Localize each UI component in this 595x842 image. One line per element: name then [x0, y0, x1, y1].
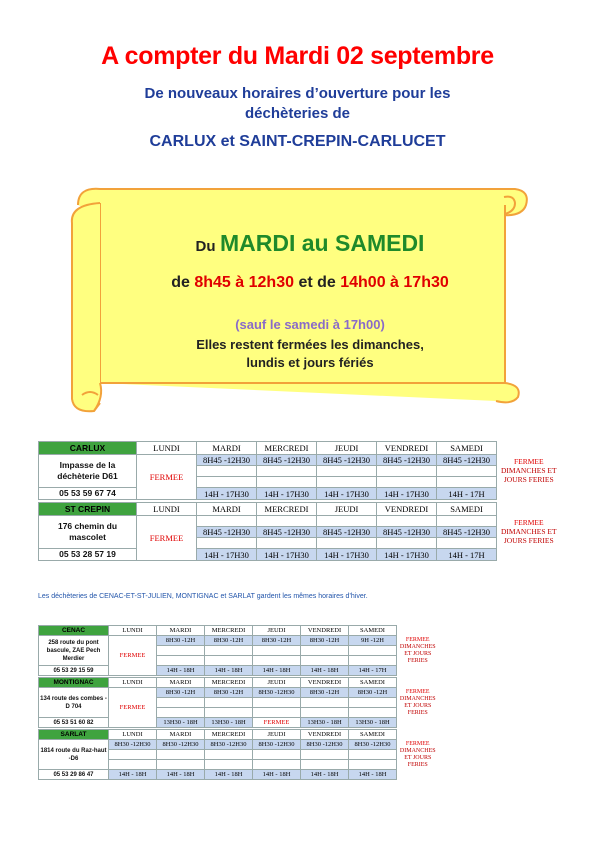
- time-cell: 14H - 17H: [437, 549, 497, 561]
- time-cell: 8H45 -12H30: [437, 455, 497, 466]
- closed-note-line-1: FERMEE: [405, 688, 430, 695]
- intro-text: [0, 84, 595, 124]
- closed-days-note: [497, 442, 561, 500]
- empty-cell: [197, 538, 257, 549]
- day-header: JEUDI: [253, 678, 301, 688]
- time-cell: 14H - 17H: [349, 666, 397, 676]
- day-header: MERCREDI: [205, 626, 253, 636]
- time-cell: 8H45 -12H30: [437, 527, 497, 538]
- day-header: SAMEDI: [349, 678, 397, 688]
- time-cell: 8H45 -12H30: [197, 455, 257, 466]
- time-cell: 14H - 18H: [301, 770, 349, 780]
- closed-days-note: [497, 503, 561, 561]
- closed-note-line-1: FERMEE: [513, 518, 544, 527]
- empty-cell: [377, 477, 437, 488]
- time-cell: 14H - 18H: [109, 770, 157, 780]
- stcrepin-name: ST CREPIN: [39, 503, 137, 516]
- time-cell: 14H - 18H: [253, 770, 301, 780]
- closed-note-line-2: DIMANCHES ET JOURS FERIES: [399, 695, 436, 716]
- day-header: MERCREDI: [205, 678, 253, 688]
- empty-cell: [253, 750, 301, 760]
- cenac-phone: 05 53 29 15 59: [39, 666, 109, 676]
- time-cell: 14H - 18H: [301, 666, 349, 676]
- empty-cell: [301, 646, 349, 656]
- empty-cell: [301, 656, 349, 666]
- montignac-name: MONTIGNAC: [39, 678, 109, 688]
- empty-cell: [437, 466, 497, 477]
- day-header: LUNDI: [109, 730, 157, 740]
- time-cell: 8H30 -12H: [349, 688, 397, 698]
- empty-cell: [317, 538, 377, 549]
- empty-cell: [257, 477, 317, 488]
- day-header: JEUDI: [253, 730, 301, 740]
- time-cell: 8H45 -12H30: [377, 527, 437, 538]
- time-cell: 8H45 -12H30: [317, 455, 377, 466]
- montignac-address: 134 route des combes - D 704: [39, 688, 109, 718]
- cenac-address: 258 route du pont bascule, ZAE Pech Merdier: [39, 636, 109, 666]
- day-header: LUNDI: [109, 678, 157, 688]
- time-cell: 9H -12H: [349, 636, 397, 646]
- closed-note-line-2: DIMANCHES ET JOURS FERIES: [399, 747, 436, 768]
- cenac-name: CENAC: [39, 626, 109, 636]
- time-cell: 8H30 -12H: [205, 636, 253, 646]
- empty-cell: [253, 760, 301, 770]
- montignac-phone: 05 53 51 60 82: [39, 718, 109, 728]
- day-header: MARDI: [197, 442, 257, 455]
- empty-cell: [437, 477, 497, 488]
- time-cell: 13H30 - 18H: [205, 718, 253, 728]
- empty-cell: [157, 646, 205, 656]
- day-header: MARDI: [157, 730, 205, 740]
- empty-cell: [205, 760, 253, 770]
- day-header: VENDREDI: [301, 730, 349, 740]
- cenac-monday: FERMEE: [109, 636, 157, 676]
- empty-cell: [317, 477, 377, 488]
- day-header: MERCREDI: [257, 442, 317, 455]
- montignac-schedule-table: [38, 677, 439, 728]
- sarlat-schedule-table: [38, 729, 439, 780]
- carlux-name: CARLUX: [39, 442, 137, 455]
- time-cell: 13H30 - 18H: [301, 718, 349, 728]
- closed-note-line-2: DIMANCHES ET JOURS FERIES: [399, 643, 436, 664]
- empty-cell: [349, 708, 397, 718]
- time-cell: 8H45 -12H30: [377, 455, 437, 466]
- intro-line-2: déchèteries de: [244, 105, 351, 122]
- time-cell: 14H - 17H30: [377, 549, 437, 561]
- time-cell: 14H - 17H30: [257, 549, 317, 561]
- time-cell: 8H30 -12H30: [349, 740, 397, 750]
- empty-cell: [257, 516, 317, 527]
- time-cell: 14H - 17H30: [257, 488, 317, 500]
- empty-cell: [349, 646, 397, 656]
- time-cell: 8H45 -12H30: [257, 455, 317, 466]
- intro-line-3: CARLUX et SAINT-CREPIN-CARLUCET: [149, 133, 446, 150]
- empty-cell: [301, 760, 349, 770]
- day-header: LUNDI: [137, 442, 197, 455]
- time-cell: 8H45 -12H30: [197, 527, 257, 538]
- time-cell: 14H - 18H: [253, 666, 301, 676]
- empty-cell: [205, 656, 253, 666]
- time-cell: 8H30 -12H: [301, 636, 349, 646]
- empty-cell: [253, 656, 301, 666]
- time-cell: 8H30 -12H: [253, 636, 301, 646]
- closed-days-note: [397, 730, 439, 780]
- time-cell: 14H - 17H30: [317, 549, 377, 561]
- scroll-de: de: [171, 274, 190, 291]
- day-header: VENDREDI: [377, 442, 437, 455]
- day-header: SAMEDI: [349, 730, 397, 740]
- empty-cell: [157, 656, 205, 666]
- scroll-afternoon: 14h00 à 17h30: [340, 274, 449, 291]
- empty-cell: [205, 708, 253, 718]
- time-cell: 14H - 17H30: [377, 488, 437, 500]
- time-cell: 14H - 17H30: [317, 488, 377, 500]
- empty-cell: [205, 698, 253, 708]
- day-header: MARDI: [157, 626, 205, 636]
- time-cell-closed: FERMEE: [253, 718, 301, 728]
- time-cell: 8H30 -12H30: [205, 740, 253, 750]
- day-header: SAMEDI: [349, 626, 397, 636]
- time-cell: 14H - 18H: [157, 770, 205, 780]
- day-header: JEUDI: [317, 442, 377, 455]
- day-header: SAMEDI: [437, 503, 497, 516]
- time-cell: 14H - 17H30: [197, 488, 257, 500]
- empty-cell: [253, 646, 301, 656]
- empty-cell: [197, 466, 257, 477]
- day-header: LUNDI: [137, 503, 197, 516]
- day-header: MERCREDI: [257, 503, 317, 516]
- time-cell: 8H45 -12H30: [257, 527, 317, 538]
- day-header: MARDI: [197, 503, 257, 516]
- montignac-monday: FERMEE: [109, 688, 157, 728]
- scroll-morning: 8h45 à 12h30: [194, 274, 294, 291]
- day-header: VENDREDI: [301, 626, 349, 636]
- day-header: LUNDI: [109, 626, 157, 636]
- stcrepin-address: 176 chemin du mascolet: [39, 516, 137, 549]
- scroll-et-de: et de: [298, 274, 336, 291]
- scroll-du: Du: [195, 238, 216, 255]
- time-cell: 8H30 -12H: [301, 688, 349, 698]
- time-cell: 8H30 -12H30: [253, 688, 301, 698]
- empty-cell: [197, 516, 257, 527]
- carlux-monday: FERMEE: [137, 455, 197, 500]
- empty-cell: [349, 750, 397, 760]
- empty-cell: [317, 516, 377, 527]
- scroll-closed-line-1: Elles restent fermées les dimanches,: [196, 337, 424, 352]
- empty-cell: [157, 750, 205, 760]
- scroll-closed-line-2: lundis et jours fériés: [246, 355, 374, 370]
- time-cell: 14H - 18H: [205, 666, 253, 676]
- time-cell: 8H30 -12H30: [253, 740, 301, 750]
- empty-cell: [349, 760, 397, 770]
- time-cell: 8H30 -12H: [157, 688, 205, 698]
- day-header: SAMEDI: [437, 442, 497, 455]
- empty-cell: [109, 750, 157, 760]
- carlux-phone: 05 53 59 67 74: [39, 488, 137, 500]
- closed-note-line-1: FERMEE: [513, 457, 544, 466]
- day-header: MARDI: [157, 678, 205, 688]
- time-cell: 13H30 - 18H: [349, 718, 397, 728]
- time-cell: 14H - 17H30: [197, 549, 257, 561]
- empty-cell: [437, 538, 497, 549]
- empty-cell: [109, 760, 157, 770]
- stcrepin-monday: FERMEE: [137, 516, 197, 561]
- sarlat-phone: 05 53 29 86 47: [39, 770, 109, 780]
- time-cell: 8H30 -12H30: [157, 740, 205, 750]
- empty-cell: [157, 708, 205, 718]
- cenac-schedule-table: [38, 625, 439, 676]
- day-header: VENDREDI: [301, 678, 349, 688]
- empty-cell: [157, 698, 205, 708]
- scroll-hours: [100, 274, 520, 292]
- empty-cell: [349, 656, 397, 666]
- scroll-days: MARDI au SAMEDI: [220, 230, 425, 256]
- carlux-schedule-table: [38, 441, 561, 500]
- time-cell: 8H30 -12H: [157, 636, 205, 646]
- sarlat-address: 1814 route du Raz-haut -D6: [39, 740, 109, 770]
- empty-cell: [205, 750, 253, 760]
- carlux-address: Impasse de la déchèterie D61: [39, 455, 137, 488]
- closed-note-line-1: FERMEE: [405, 636, 430, 643]
- scroll-title: [100, 230, 520, 257]
- empty-cell: [157, 760, 205, 770]
- time-cell: 14H - 18H: [157, 666, 205, 676]
- empty-cell: [205, 646, 253, 656]
- stcrepin-schedule-table: [38, 502, 561, 561]
- day-header: MERCREDI: [205, 730, 253, 740]
- closed-days-note: [397, 626, 439, 676]
- time-cell: 8H45 -12H30: [317, 527, 377, 538]
- empty-cell: [257, 466, 317, 477]
- closed-note-line-1: FERMEE: [405, 740, 430, 747]
- day-header: VENDREDI: [377, 503, 437, 516]
- scroll-saturday-note: (sauf le samedi à 17h00): [235, 317, 385, 332]
- empty-cell: [197, 477, 257, 488]
- empty-cell: [437, 516, 497, 527]
- sarlat-name: SARLAT: [39, 730, 109, 740]
- time-cell: 8H30 -12H: [205, 688, 253, 698]
- time-cell: 8H30 -12H30: [109, 740, 157, 750]
- empty-cell: [377, 466, 437, 477]
- empty-cell: [253, 708, 301, 718]
- winter-hours-note: Les déchèteries de CENAC-ET-ST-JULIEN, MONTIGNAC et SARLAT gardent les mêmes horaires d’hiver.: [38, 593, 368, 600]
- intro-line-1: De nouveaux horaires d’ouverture pour les: [144, 85, 451, 102]
- closed-note-line-2: DIMANCHES ET JOURS FERIES: [500, 527, 557, 545]
- time-cell: 14H - 18H: [349, 770, 397, 780]
- time-cell: 14H - 17H: [437, 488, 497, 500]
- empty-cell: [253, 698, 301, 708]
- empty-cell: [301, 708, 349, 718]
- scroll-closed-note: [100, 336, 520, 372]
- time-cell: 14H - 18H: [205, 770, 253, 780]
- stcrepin-phone: 05 53 28 57 19: [39, 549, 137, 561]
- scroll-banner: [60, 183, 530, 418]
- empty-cell: [377, 516, 437, 527]
- headline: A compter du Mardi 02 septembre: [101, 42, 494, 70]
- closed-days-note: [397, 678, 439, 728]
- time-cell: 13H30 - 18H: [157, 718, 205, 728]
- empty-cell: [377, 538, 437, 549]
- day-header: JEUDI: [317, 503, 377, 516]
- empty-cell: [301, 750, 349, 760]
- empty-cell: [301, 698, 349, 708]
- day-header: JEUDI: [253, 626, 301, 636]
- empty-cell: [317, 466, 377, 477]
- empty-cell: [257, 538, 317, 549]
- time-cell: 8H30 -12H30: [301, 740, 349, 750]
- closed-note-line-2: DIMANCHES ET JOURS FERIES: [500, 466, 557, 484]
- empty-cell: [349, 698, 397, 708]
